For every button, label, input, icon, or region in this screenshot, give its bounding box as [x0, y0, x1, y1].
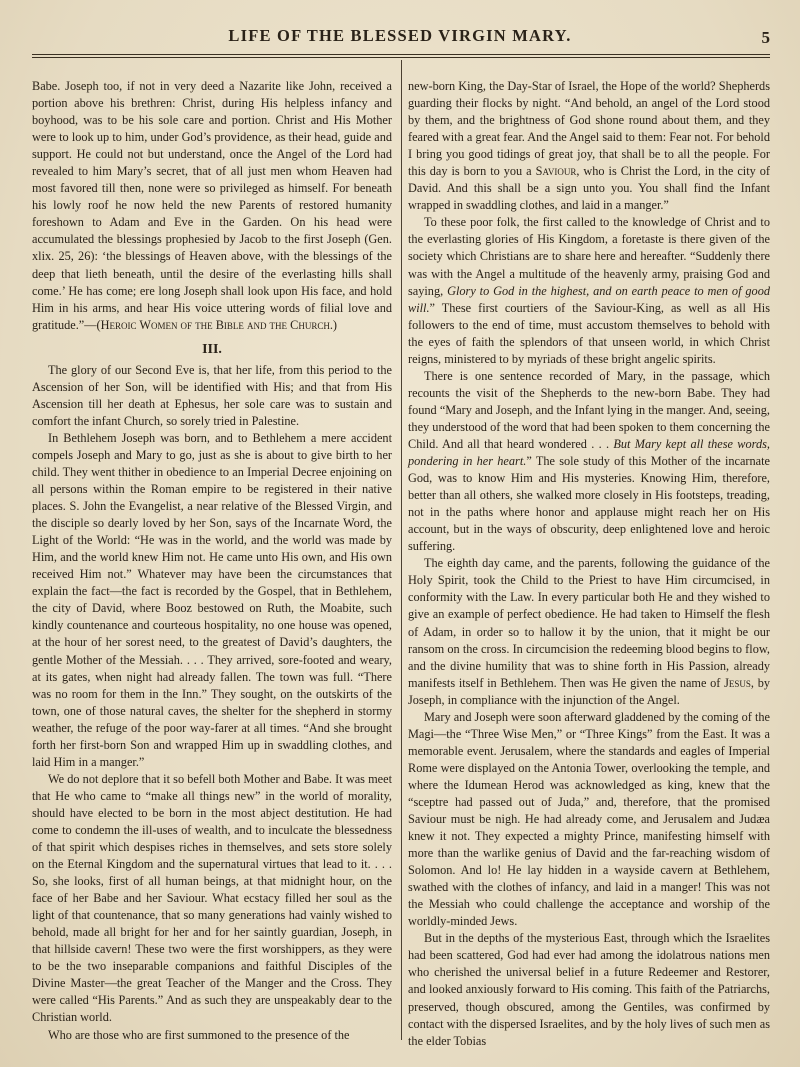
paragraph [408, 555, 770, 708]
paragraph: We do not deplore that it so befell both Mother and Babe. It was meet that He who came to “make all things new” in the world of morality, should have elected to be born in the most abject destitution. He had come to condemn the ill-uses of wealth, and to inculcate the blessedness of that spirit which despises riches in themselves, and sets store solely on the Eternal Kingdom and the supernatural virtues that lead to it. . . . So, she looks, first of all human beings, at that midnight hour, on the face of her Babe and her Saviour. What ecstacy filled her soul as the light of that countenance, that so many generations had vainly wished to behold, made all bright for her and for her saintly guardian, Joseph, in that hillside cavern! These two were the first worshippers, as they were to be the two inseparable companions and faithful Disciples of the Divine Master—the great Teacher of the Manger and the Cross. They were called “His Parents.” And as such they are unspeakably dear to the Christian world. [32, 771, 392, 1025]
paragraph-text: ” The sole study of this Mother of the incarnate God, was to know Him and His mysteries. Knowing Him, therefore, better than all others, she walked more closely in His footsteps, treading, not in the paths where honor and applause might reach her on His account, but in the ways of obscurity, deep enlightened love and heroic suffering. [408, 454, 771, 554]
paragraph [408, 78, 770, 214]
italic-quote: Glory to God in the highest, and on earth peace to men of good will. [408, 283, 770, 315]
paragraph-text: ) [332, 317, 338, 332]
paragraph-text: There is one sentence recorded of Mary, in the passage, which recounts the visit of the Shepherds to the new-born Babe. They had found “Mary and Joseph, and the Infant lying in the manger. And, seeing, they understood of the word that had been spoken to them concerning the Child. And all that heard wondered . . . [408, 368, 770, 451]
italic-quote: But Mary kept all these words, pondering in her heart. [408, 436, 770, 469]
paragraph [408, 368, 770, 556]
paragraph: In Bethlehem Joseph was born, and to Bethlehem a mere accident compels Joseph and Mary to go, just as she is about to give birth to her child. They went thither in obedience to an Imperial Decree enjoining on all persons within the Roman empire to be registered in their native places. S. John the Evangelist, a near relative of the Blessed Virgin, and the disciple so dearly loved by her Son, says of the Incarnate Word, the Light of the World: “He was in the world, and the world was made by Him, and the world knew Him not. He came unto His own, and His own received Him not.” Whatever may have been the circumstances that explain the fact—the fact is recorded by the Gospel, that in Bethlehem, the city of David, where Booz bestowed on Ruth, the Moabite, such kindly countenance and courteous hospitality, no one house was opened, at the hour of her sorest need, to the greatest of David’s daughters, the gentle Mother of the Messiah. . . . They arrived, sore-footed and weary, at its gates, when night had already fallen. The town was full. “There was no room for them in the Inn.” They sought, on the outskirts of the town, one of those natural caves, the shelter for the shepherd in stormy weather, the refuge of the poor way-farer at all times. “And she brought forth her first-born Son and wrapped Him up in swaddling clothes, and laid Him in a manger.” [32, 430, 392, 769]
paragraph [32, 78, 392, 334]
saviour-word: Saviour [535, 164, 577, 179]
paragraph-text: The eighth day came, and the parents, following the guidance of the Holy Spirit, took the Child to the Priest to have Him circumcised, in conformity with the Law. In every particular both He and they wished to give an example of perfect obedience. He had taken to Himself the flesh of Adam, in order so to hallow it by the union, that it might be our ransom on the cross. In circumcision the redeeming blood begins to flow, and the divine humility that was to shine forth in His Passion, already manifests itself in Bethlehem. Then was He given the name of [408, 556, 770, 690]
header-rule-thin [32, 57, 770, 58]
left-column [32, 78, 392, 1042]
paragraph: Who are those who are first summoned to the presence of the [48, 1027, 350, 1042]
header-rule [32, 54, 770, 55]
page-number: 5 [761, 28, 770, 47]
paragraph-text: Babe. Joseph too, if not in very deed a Nazarite like John, received a portion above his brethren: Christ, during His helpless infancy and boyhood, was to be his sole care and portion. Christ and His Mother were to look up to him, under God’s providence, as their head, guide and support. He could not but understand, once the Angel of the Lord had revealed to him Mary’s secret, that of all just men whom Heaven had most favored till then, none were so privileged as himself. For beneath his lowly roof he now held the new Parents of restored humanity foreshown to Adam and Eve in the Garden. On his head were accumulated the blessings prophesied by Jacob to the first Joseph (Gen. xlix. 25, 26): ‘the blessings of Heaven above, with the blessings of the deep that lieth beneath, until the desire of the everlasting hills shall come.’ He has come; ere long Joseph shall look upon His face, and hold Him in his arms, and hear His voice uttering words of filial love and gratitude.”—( [32, 79, 392, 332]
source-citation: Heroic Women of the Bible and the Church. [100, 317, 333, 332]
jesus-word: Jesus [724, 675, 751, 690]
paragraph-text: ” These first courtiers of the Saviour-King, as well as all His followers to the end of time, must accustom themselves to behold with the eyes of faith the splendors of that unseen world, in which Christ reigns, ministered to by myriads of these bright angelic spirits. [408, 300, 770, 366]
section-heading: III. [202, 341, 222, 357]
paragraph-text: new-born King, the Day-Star of Israel, the Hope of the world? Shepherds guarding their flocks by night. “And behold, an angel of the Lord stood by them, and the brightness of God shone round about them, and they feared with a great fear. And the Angel said to them: Fear not. For behold I bring you good tidings of great joy, that shall be to all the people. For this day is born to you a [408, 79, 770, 179]
paragraph: The glory of our Second Eve is, that her life, from this period to the Ascension of her Son, will be identified with His; and that from His Ascension till her death at Ephesus, her sole care was to sustain and comfort the infant Church, so sorely tried in Palestine. [32, 362, 392, 428]
paragraph-text: , who is Christ the Lord, in the city of David. And this shall be a sign unto you. You shall find the Infant wrapped in swaddling clothes, and laid in a manger.” [408, 164, 770, 213]
column-divider [401, 60, 402, 1040]
paragraph-text: , by Joseph, in compliance with the injunction of the Angel. [408, 675, 770, 707]
page-title: LIFE OF THE BLESSED VIRGIN MARY. [228, 26, 572, 45]
paragraph-text: To these poor folk, the first called to the knowledge of Christ and to the everlasting glories of His Kingdom, a foretaste is there given of the society which Christians are to share here and hereafter. “Suddenly there was with the Angel a multitude of the heavenly army, praising God and saying, [408, 215, 770, 298]
paragraph: Mary and Joseph were soon afterward gladdened by the coming of the Magi—the “Three Wise Men,” or “Three Kings” from the East. It was a memorable event. Jerusalem, where the standards and eagles of Imperial Rome were displayed on the Antonia Tower, overlooking the temple, and where the Idumean Herod was acknowledged as king, knew that the “sceptre had passed out of Juda,” and, therefore, that the promised Saviour must be nigh. He had already come, and Jerusalem and Judæa knew it not. They expected a mighty Prince, manifesting himself with more than the warlike genius of David and the far-reaching wisdom of Solomon. And lo! He lay hidden in a wayside cavern at Bethlehem, swathed with the clothes of infancy, and laid in a manger! This was not the Messiah who could challenge the acceptance and worship of the worldly-minded Jews. [408, 709, 770, 929]
paragraph: But in the depths of the mysterious East, through which the Israelites had been scattered, God had ever had among the idolatrous nations men who cherished the universal belief in a future Redeemer and Restorer, and looked anxiously forward to His coming. This faith of the Patriarchs, preserved, though obscured, among the Gentiles, was confirmed by contact with the dispersed Israelites, and by the holy lives of such men as the elder Tobias [408, 931, 770, 1048]
paragraph [408, 214, 770, 367]
right-column [408, 78, 771, 1048]
